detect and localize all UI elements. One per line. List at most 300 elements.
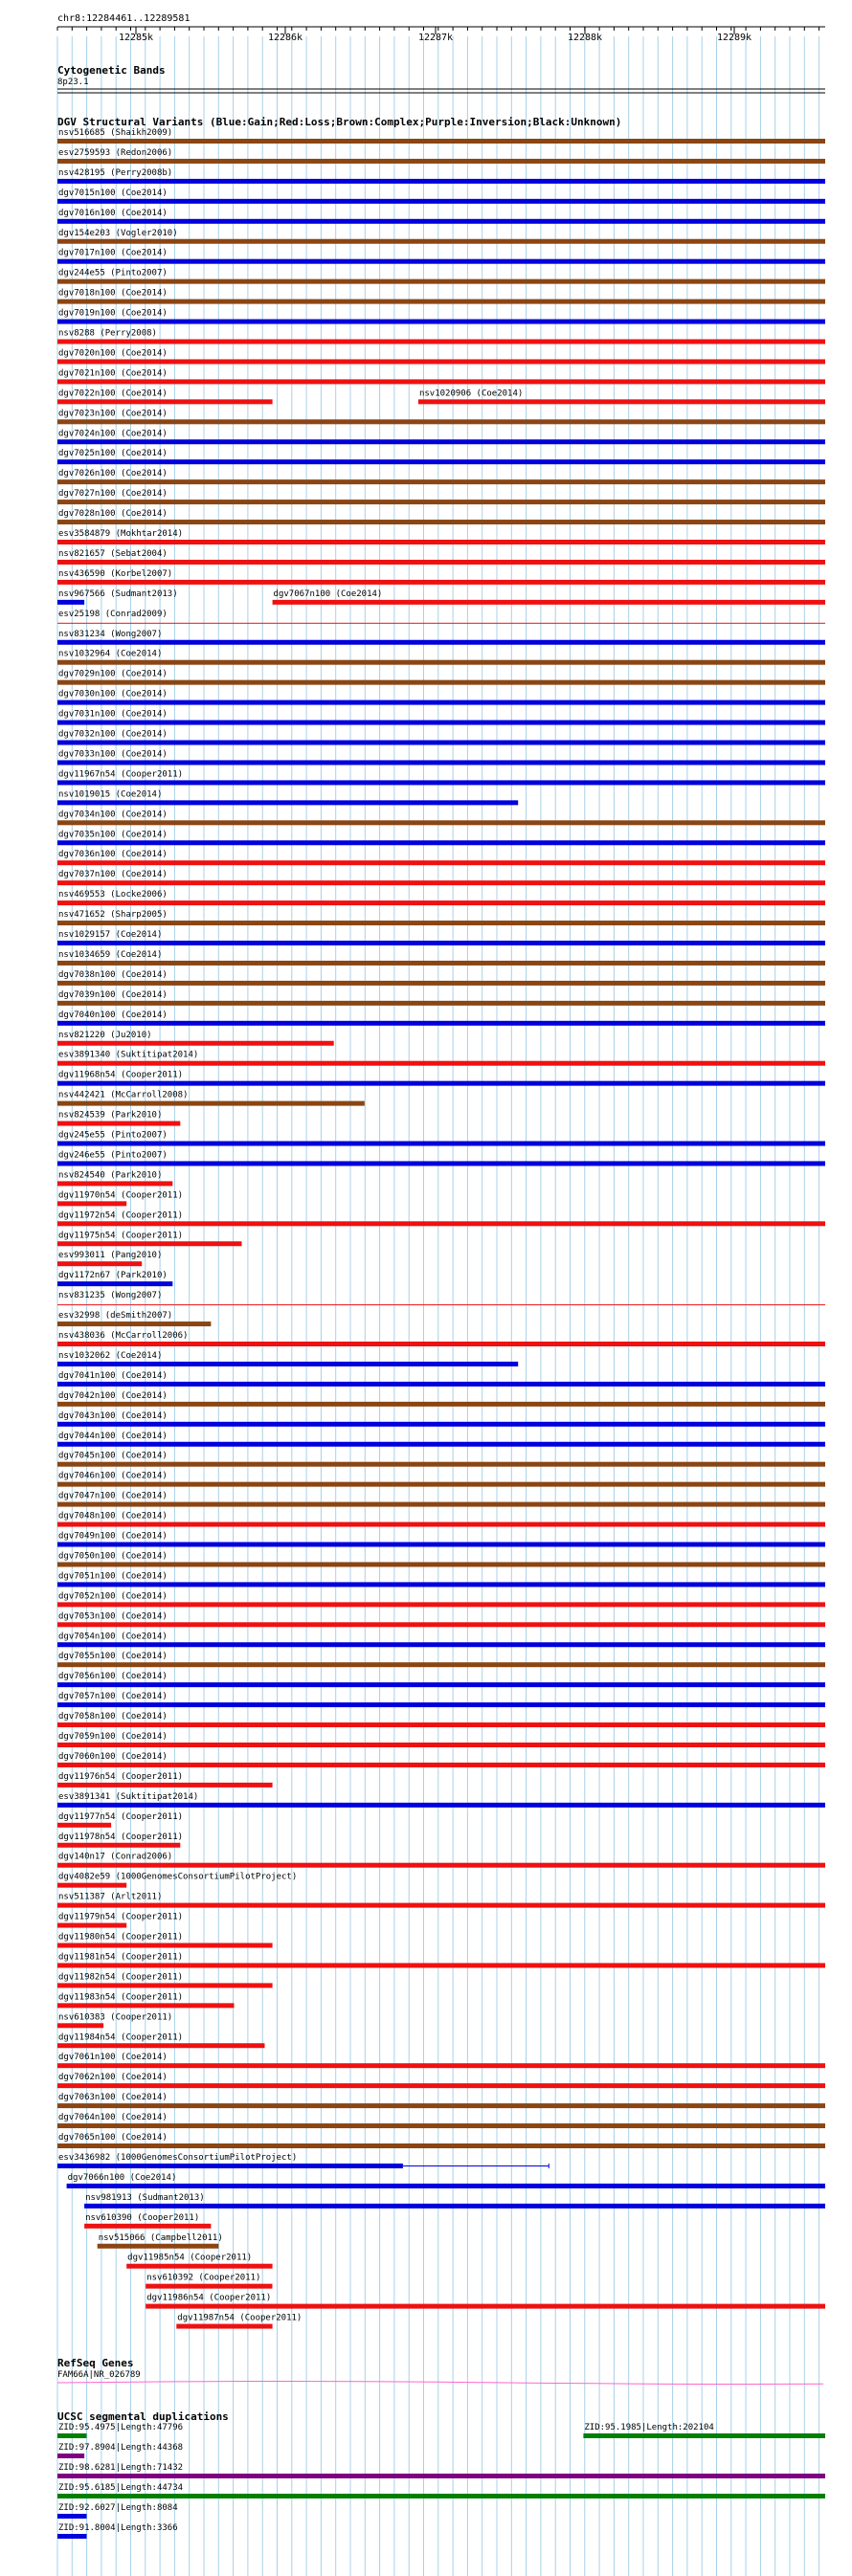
dgv-variant-nsv1019015[interactable] (57, 789, 518, 805)
dgv-variant-dgv7048n100[interactable] (57, 1512, 825, 1527)
dgv-variant-bar[interactable] (57, 580, 825, 585)
dgv-variant-dgv7063n100[interactable] (57, 2093, 825, 2108)
dgv-variant-bar[interactable] (57, 1622, 825, 1627)
dgv-variant-label: nsv436590 (Korbel2007) (58, 568, 173, 579)
dgv-variant-dgv11976n54[interactable] (57, 1772, 273, 1788)
dgv-variant-label: dgv7057n100 (Coe2014) (58, 1692, 168, 1702)
dgv-variant-label: dgv7021n100 (Coe2014) (58, 368, 168, 379)
dgv-variant-bar[interactable] (57, 780, 825, 785)
dgv-variant-dgv246e55[interactable] (57, 1150, 825, 1166)
dgv-variant-dgv7062n100[interactable] (57, 2073, 825, 2088)
dgv-variant-label: esv32998 (deSmith2007) (58, 1311, 173, 1321)
dgv-variant-label: dgv11987n54 (Cooper2011) (177, 2313, 303, 2323)
dgv-variant-bar[interactable] (57, 2023, 103, 2028)
dgv-variant-bar[interactable] (57, 1061, 825, 1066)
segdup-bar[interactable] (57, 2514, 87, 2519)
dgv-variant-dgv244e55[interactable] (57, 269, 825, 284)
dgv-variant-label: dgv7056n100 (Coe2014) (58, 1672, 168, 1682)
dgv-variant-label: dgv7059n100 (Coe2014) (58, 1732, 168, 1742)
dgv-variant-bar[interactable] (57, 820, 825, 825)
dgv-variant-bar[interactable] (57, 1181, 172, 1186)
dgv-variant-bar[interactable] (57, 1983, 273, 1988)
segdup-zid-95-4975-length-47796[interactable] (57, 2423, 183, 2438)
dgv-variant-label: dgv245e55 (Pinto2007) (58, 1130, 168, 1141)
dgv-variant-nsv1032964[interactable] (57, 650, 825, 665)
dgv-variant-esv32998[interactable] (57, 1311, 211, 1326)
dgv-variant-dgv11968n54[interactable] (57, 1071, 825, 1086)
dgv-variant-dgv7041n100[interactable] (57, 1371, 825, 1387)
dgv-variant-bar[interactable] (57, 741, 825, 745)
dgv-variant-label: nsv610383 (Cooper2011) (58, 2012, 173, 2023)
dgv-variant-label: dgv7043n100 (Coe2014) (58, 1410, 168, 1421)
dgv-variant-label: dgv7030n100 (Coe2014) (58, 689, 168, 700)
dgv-track-title: DGV Structural Variants (Blue:Gain;Red:Loss;Brown:Complex;Purple:Inversion;Black:Unknown) (57, 116, 622, 128)
refseq-gene-label[interactable]: FAM66A|NR_026789 (57, 2370, 141, 2380)
dgv-variant-bar[interactable] (57, 159, 825, 164)
dgv-variant-dgv7023n100[interactable] (57, 409, 825, 424)
dgv-variant-nsv438036[interactable] (57, 1331, 825, 1346)
dgv-variant-bar[interactable] (57, 1261, 142, 1266)
dgv-variant-nsv610383[interactable] (57, 2012, 172, 2028)
dgv-variant-bar[interactable] (57, 840, 825, 845)
dgv-variant-bar[interactable] (57, 459, 825, 464)
dgv-variant-dgv7038n100[interactable] (57, 970, 825, 986)
dgv-variant-dgv7015n100[interactable] (57, 189, 825, 204)
dgv-variant-bar[interactable] (57, 1081, 825, 1086)
dgv-variant-bar[interactable] (57, 1662, 825, 1667)
dgv-variant-label: dgv7024n100 (Coe2014) (58, 429, 168, 439)
dgv-variant-dgv7052n100[interactable] (57, 1591, 825, 1607)
dgv-variant-label: dgv7044n100 (Coe2014) (58, 1431, 168, 1441)
dgv-variant-bar[interactable] (57, 500, 825, 504)
dgv-variant-bar[interactable] (57, 399, 273, 404)
dgv-variant-bar[interactable] (57, 1722, 825, 1727)
dgv-variant-esv3891340[interactable] (57, 1051, 825, 1066)
dgv-variant-bar[interactable] (84, 2204, 825, 2209)
dgv-variant-dgv7051n100[interactable] (57, 1571, 825, 1587)
ruler-tick-label: 12289k (716, 33, 752, 43)
dgv-variant-bar[interactable] (57, 700, 825, 705)
dgv-variant-bar[interactable] (57, 1502, 825, 1507)
dgv-variant-bar[interactable] (57, 560, 825, 565)
dgv-variant-dgv7056n100[interactable] (57, 1672, 825, 1687)
dgv-variant-dgv11978n54[interactable] (57, 1832, 183, 1848)
dgv-variant-label: dgv7037n100 (Coe2014) (58, 870, 168, 880)
dgv-variant-label: dgv11986n54 (Cooper2011) (146, 2293, 272, 2303)
dgv-variant-bar[interactable] (84, 2224, 211, 2229)
dgv-variant-bar[interactable] (57, 479, 825, 484)
dgv-variant-bar[interactable] (57, 219, 825, 224)
dgv-variant-bar[interactable] (57, 2143, 825, 2148)
dgv-variant-bar[interactable] (57, 1522, 825, 1527)
dgv-variant-label: nsv515066 (Campbell2011) (98, 2232, 223, 2243)
dgv-variant-bar[interactable] (57, 1863, 825, 1868)
dgv-variant-bar[interactable] (57, 1382, 825, 1387)
dgv-variant-bar[interactable] (57, 139, 825, 144)
refseq-gene-line[interactable] (57, 2382, 823, 2385)
dgv-variant-bar[interactable] (57, 1041, 334, 1046)
dgv-variant-label: dgv7016n100 (Coe2014) (58, 208, 168, 218)
dgv-variant-label: dgv7045n100 (Coe2014) (58, 1451, 168, 1461)
dgv-variant-label: dgv140n17 (Conrad2006) (58, 1852, 173, 1862)
dgv-variant-nsv469553[interactable] (57, 890, 825, 905)
dgv-variant-dgv7017n100[interactable] (57, 249, 825, 264)
segdup-zid-95-6185-length-44734[interactable] (57, 2483, 825, 2498)
dgv-variant-dgv7029n100[interactable] (57, 670, 825, 685)
dgv-variant-bar[interactable] (57, 1142, 825, 1146)
dgv-variant-bar[interactable] (57, 1221, 825, 1226)
dgv-variant-bar[interactable] (57, 279, 825, 284)
dgv-variant-dgv7031n100[interactable] (57, 710, 825, 725)
dgv-variant-bar[interactable] (146, 2304, 825, 2309)
dgv-variant-dgv154e203[interactable] (57, 229, 825, 244)
dgv-variant-bar[interactable] (57, 359, 825, 364)
dgv-variant-dgv7045n100[interactable] (57, 1452, 825, 1467)
dgv-variant-nsv436590[interactable] (57, 569, 825, 585)
dgv-variant-bar[interactable] (57, 1943, 273, 1948)
dgv-variant-dgv7028n100[interactable] (57, 509, 825, 524)
dgv-variant-bar[interactable] (57, 1843, 180, 1848)
segdup-bar[interactable] (57, 2454, 84, 2458)
dgv-variant-label: dgv7020n100 (Coe2014) (58, 348, 168, 359)
dgv-variant-dgv11982n54[interactable] (57, 1972, 273, 1988)
dgv-variant-nsv610390[interactable] (84, 2213, 211, 2229)
dgv-variant-nsv511387[interactable] (57, 1893, 825, 1908)
dgv-variant-label: dgv7047n100 (Coe2014) (58, 1491, 168, 1501)
dgv-variant-bar[interactable] (57, 2083, 825, 2088)
dgv-variant-bar[interactable] (57, 1702, 825, 1707)
dgv-variant-dgv11972n54[interactable] (57, 1210, 825, 1226)
dgv-variant-bar[interactable] (57, 1803, 825, 1808)
dgv-variant-bar[interactable] (57, 1923, 126, 1928)
dgv-variant-esv25198[interactable] (57, 610, 825, 624)
segdup-track (57, 2423, 825, 2539)
dgv-variant-bar[interactable] (57, 1442, 825, 1447)
dgv-variant-label: dgv7049n100 (Coe2014) (58, 1531, 168, 1542)
dgv-variant-label: nsv821657 (Sebat2004) (58, 548, 168, 559)
dgv-variant-dgv7020n100[interactable] (57, 348, 825, 364)
segdup-bar[interactable] (57, 2433, 87, 2438)
dgv-variant-bar[interactable] (57, 1682, 825, 1687)
dgv-variant-dgv140n17[interactable] (57, 1853, 825, 1868)
dgv-variant-dgv7042n100[interactable] (57, 1391, 825, 1407)
dgv-variant-dgv7057n100[interactable] (57, 1692, 825, 1707)
dgv-variant-dgv7033n100[interactable] (57, 749, 825, 765)
dgv-variant-nsv8288[interactable] (57, 329, 825, 344)
dgv-variant-bar[interactable] (57, 1241, 242, 1246)
dgv-variant-dgv7060n100[interactable] (57, 1752, 825, 1767)
dgv-variant-bar[interactable] (57, 760, 825, 765)
dgv-variant-bar[interactable] (57, 1121, 180, 1126)
segdup-bar[interactable] (57, 2534, 87, 2539)
dgv-variant-nsv515066[interactable] (98, 2233, 223, 2249)
dgv-variant-bar[interactable] (57, 1602, 825, 1607)
dgv-variant-dgv7054n100[interactable] (57, 1632, 825, 1647)
dgv-variant-bar[interactable] (273, 600, 825, 605)
dgv-variant-bar[interactable] (57, 259, 825, 264)
dgv-variant-dgv7065n100[interactable] (57, 2133, 825, 2148)
dgv-variant-label: nsv471652 (Sharp2005) (58, 910, 168, 921)
dgv-variant-label: dgv7017n100 (Coe2014) (58, 248, 168, 258)
dgv-variant-bar[interactable] (126, 2264, 272, 2269)
dgv-variant-dgv7019n100[interactable] (57, 309, 825, 324)
dgv-variant-label: nsv516685 (Shaikh2009) (58, 128, 173, 138)
dgv-variant-bar[interactable] (57, 2063, 825, 2068)
dgv-variant-bar[interactable] (57, 1021, 825, 1026)
dgv-variant-dgv7016n100[interactable] (57, 209, 825, 224)
dgv-variant-bar[interactable] (57, 1903, 825, 1908)
dgv-variant-dgv11975n54[interactable] (57, 1231, 242, 1246)
dgv-variant-nsv516685[interactable] (57, 128, 825, 144)
dgv-variant-label: dgv11978n54 (Cooper2011) (58, 1832, 184, 1842)
dgv-variant-dgv7066n100[interactable] (67, 2173, 825, 2188)
dgv-variant-dgv11967n54[interactable] (57, 769, 825, 785)
dgv-variant-dgv7037n100[interactable] (57, 870, 825, 885)
dgv-variant-dgv11987n54[interactable] (176, 2314, 302, 2329)
dgv-variant-bar[interactable] (57, 660, 825, 665)
dgv-variant-label: dgv11975n54 (Cooper2011) (58, 1231, 184, 1241)
dgv-variant-dgv7067n100[interactable] (273, 589, 825, 605)
dgv-variant-bar[interactable] (176, 2324, 272, 2329)
dgv-variant-bar[interactable] (57, 1321, 211, 1326)
dgv-variant-bar[interactable] (57, 439, 825, 444)
dgv-variant-label: nsv831234 (Wong2007) (58, 629, 163, 639)
ruler-tick-label: 12286k (267, 33, 303, 43)
dgv-variant-bar[interactable] (57, 340, 825, 344)
dgv-variant-nsv442421[interactable] (57, 1091, 365, 1106)
dgv-variant-bar[interactable] (57, 1783, 273, 1788)
dgv-variant-bar[interactable] (57, 640, 825, 645)
dgv-variant-nsv428195[interactable] (57, 168, 825, 184)
dgv-variant-label: dgv7025n100 (Coe2014) (58, 449, 168, 459)
dgv-variant-label: esv3891341 (Suktitipat2014) (58, 1791, 199, 1802)
dgv-variant-bar[interactable] (57, 520, 825, 524)
dgv-variant-dgv11986n54[interactable] (146, 2294, 825, 2309)
dgv-variant-nsv471652[interactable] (57, 910, 825, 925)
dgv-variant-dgv7021n100[interactable] (57, 368, 825, 384)
dgv-variant-dgv7034n100[interactable] (57, 810, 825, 825)
dgv-variant-label: dgv11968n54 (Cooper2011) (58, 1070, 184, 1080)
dgv-variant-label: dgv7058n100 (Coe2014) (58, 1712, 168, 1722)
dgv-variant-dgv7053n100[interactable] (57, 1611, 825, 1627)
dgv-variant-bar[interactable] (57, 600, 84, 605)
dgv-variant-bar[interactable] (57, 1823, 111, 1828)
dgv-variant-dgv11981n54[interactable] (57, 1952, 825, 1967)
dgv-variant-bar[interactable] (67, 2184, 825, 2188)
dgv-variant-bar[interactable] (57, 1743, 825, 1747)
dgv-variant-dgv7035n100[interactable] (57, 830, 825, 845)
segdup-zid-97-8904-length-44368[interactable] (57, 2443, 183, 2458)
dgv-variant-dgv7039n100[interactable] (57, 990, 825, 1006)
dgv-variant-dgv7044n100[interactable] (57, 1432, 825, 1447)
dgv-variant-esv3584879[interactable] (57, 529, 825, 544)
dgv-variant-label: esv3584879 (Mokhtar2014) (58, 529, 184, 539)
dgv-variant-label: dgv7064n100 (Coe2014) (58, 2113, 168, 2123)
dgv-variant-dgv7018n100[interactable] (57, 289, 825, 304)
dgv-variant-dgv7049n100[interactable] (57, 1532, 825, 1547)
dgv-variant-bar[interactable] (57, 900, 825, 905)
dgv-variant-bar[interactable] (57, 239, 825, 244)
dgv-variant-label: nsv442421 (McCarroll2008) (58, 1090, 189, 1100)
dgv-variant-dgv7024n100[interactable] (57, 429, 825, 444)
dgv-variant-bar[interactable] (57, 1543, 825, 1547)
dgv-variant-bar[interactable] (57, 2103, 825, 2108)
dgv-variant-bar[interactable] (98, 2244, 219, 2249)
dgv-variant-label: dgv7052n100 (Coe2014) (58, 1591, 168, 1602)
segdup-zid-95-1985-length-202104[interactable] (583, 2423, 825, 2438)
dgv-variant-bar[interactable] (57, 2123, 825, 2128)
dgv-variant-bar[interactable] (57, 623, 825, 624)
dgv-variant-nsv1032062[interactable] (57, 1351, 518, 1366)
dgv-variant-dgv11983n54[interactable] (57, 1992, 235, 2008)
dgv-variant-dgv11977n54[interactable] (57, 1812, 183, 1828)
dgv-variant-nsv1020906[interactable] (418, 389, 825, 404)
dgv-variant-esv993011[interactable] (57, 1251, 162, 1266)
dgv-variant-label: nsv1032964 (Coe2014) (58, 649, 163, 659)
dgv-variant-dgv7026n100[interactable] (57, 469, 825, 484)
dgv-variant-dgv11980n54[interactable] (57, 1933, 273, 1948)
dgv-variant-label: dgv7060n100 (Coe2014) (58, 1751, 168, 1762)
dgv-variant-dgv1172n67[interactable] (57, 1271, 172, 1286)
dgv-variant-nsv1029157[interactable] (57, 930, 825, 945)
dgv-variant-dgv7064n100[interactable] (57, 2113, 825, 2128)
dgv-variant-bar[interactable] (57, 1462, 825, 1467)
dgv-variant-bar[interactable] (57, 1883, 126, 1888)
dgv-variant-dgv7040n100[interactable] (57, 1010, 825, 1026)
dgv-variant-bar[interactable] (57, 721, 825, 725)
dgv-variant-bar[interactable] (57, 179, 825, 184)
dgv-variant-dgv7055n100[interactable] (57, 1652, 825, 1667)
dgv-variant-esv3436982[interactable] (57, 2153, 549, 2168)
dgv-variant-dgv4082e59[interactable] (57, 1873, 297, 1888)
dgv-variant-dgv7027n100[interactable] (57, 489, 825, 504)
dgv-variant-dgv7047n100[interactable] (57, 1492, 825, 1507)
dgv-variant-esv2759593[interactable] (57, 148, 825, 164)
dgv-variant-esv3891341[interactable] (57, 1792, 825, 1808)
dgv-variant-bar[interactable] (57, 1342, 825, 1346)
dgv-variant-label: dgv11967n54 (Cooper2011) (58, 769, 184, 780)
ruler-tick-label: 12287k (417, 33, 454, 43)
segdup-bar[interactable] (57, 2474, 825, 2478)
dgv-variant-bar[interactable] (57, 1642, 825, 1647)
dgv-variant-bar[interactable] (146, 2284, 272, 2289)
dgv-variant-dgv11985n54[interactable] (126, 2254, 272, 2269)
dgv-variant-nsv821657[interactable] (57, 549, 825, 565)
dgv-variant-bar[interactable] (57, 2003, 235, 2008)
dgv-variant-bar[interactable] (57, 860, 825, 865)
dgv-variant-bar[interactable] (57, 1402, 825, 1407)
dgv-variant-bar[interactable] (57, 981, 825, 986)
dgv-variant-bar[interactable] (57, 540, 825, 544)
dgv-variant-label: dgv246e55 (Pinto2007) (58, 1150, 168, 1161)
dgv-variant-label: dgv7015n100 (Coe2014) (58, 188, 168, 198)
dgv-variant-bar[interactable] (57, 1963, 825, 1967)
dgv-variant-dgv11970n54[interactable] (57, 1190, 183, 1206)
segdup-label: ZID:95.6185|Length:44734 (58, 2483, 184, 2493)
dgv-variant-label: dgv7031n100 (Coe2014) (58, 709, 168, 720)
dgv-variant-nsv824539[interactable] (57, 1111, 180, 1126)
dgv-variant-bar[interactable] (57, 2164, 403, 2168)
dgv-variant-dgv7032n100[interactable] (57, 730, 825, 745)
dgv-variant-dgv7036n100[interactable] (57, 850, 825, 865)
dgv-variant-label: dgv7067n100 (Coe2014) (273, 588, 383, 599)
dgv-variant-bar[interactable] (57, 1161, 825, 1166)
dgv-variant-label: dgv11984n54 (Cooper2011) (58, 2032, 184, 2043)
dgv-variant-bar[interactable] (57, 880, 825, 885)
dgv-variant-bar[interactable] (57, 199, 825, 204)
dgv-variant-bar[interactable] (57, 2043, 265, 2048)
dgv-variant-dgv7058n100[interactable] (57, 1712, 825, 1727)
dgv-variant-label: esv993011 (Pang2010) (58, 1251, 163, 1261)
dgv-variant-bar[interactable] (57, 1562, 825, 1566)
dgv-variant-dgv7059n100[interactable] (57, 1732, 825, 1747)
dgv-variant-bar[interactable] (57, 1304, 825, 1305)
dgv-variant-dgv7022n100[interactable] (57, 389, 273, 404)
dgv-variant-label: nsv831235 (Wong2007) (58, 1291, 163, 1301)
dgv-variant-label: dgv244e55 (Pinto2007) (58, 268, 168, 278)
dgv-variant-nsv821220[interactable] (57, 1031, 334, 1046)
dgv-variant-bar[interactable] (57, 800, 518, 805)
dgv-variant-bar[interactable] (57, 1362, 518, 1366)
dgv-variant-dgv7025n100[interactable] (57, 449, 825, 464)
dgv-variant-bar[interactable] (57, 419, 825, 424)
dgv-variant-bar[interactable] (57, 1422, 825, 1427)
dgv-variant-bar[interactable] (57, 921, 825, 925)
dgv-variant-label: nsv428195 (Perry2008b) (58, 167, 173, 178)
dgv-variant-bar[interactable] (57, 1281, 172, 1286)
dgv-variant-dgv7061n100[interactable] (57, 2053, 825, 2068)
dgv-variant-nsv831235[interactable] (57, 1291, 825, 1305)
cytoband-label: 8p23.1 (57, 78, 89, 87)
dgv-variant-bar[interactable] (57, 941, 825, 945)
dgv-variant-nsv981913[interactable] (84, 2193, 825, 2209)
dgv-variant-dgv7046n100[interactable] (57, 1472, 825, 1487)
dgv-variant-bar[interactable] (57, 300, 825, 304)
dgv-variant-bar[interactable] (57, 1482, 825, 1487)
dgv-variant-label: dgv7040n100 (Coe2014) (58, 1010, 168, 1020)
dgv-variant-bar[interactable] (57, 1582, 825, 1587)
dgv-variant-nsv831234[interactable] (57, 630, 825, 645)
dgv-variant-label: dgv7046n100 (Coe2014) (58, 1471, 168, 1481)
dgv-variant-nsv610392[interactable] (146, 2274, 272, 2289)
dgv-variant-label: dgv7063n100 (Coe2014) (58, 2093, 168, 2103)
dgv-variant-label: nsv610392 (Cooper2011) (146, 2273, 261, 2283)
dgv-variant-dgv7050n100[interactable] (57, 1551, 825, 1566)
dgv-variant-bar[interactable] (57, 379, 825, 384)
dgv-variant-bar[interactable] (57, 1763, 825, 1767)
cytoband-track-title: Cytogenetic Bands (57, 64, 166, 77)
dgv-variant-bar[interactable] (57, 320, 825, 324)
dgv-variant-bar[interactable] (57, 680, 825, 685)
dgv-variant-dgv245e55[interactable] (57, 1131, 825, 1146)
segdup-zid-98-6281-length-71432[interactable] (57, 2463, 825, 2478)
dgv-variant-bar[interactable] (57, 961, 825, 966)
segdup-bar[interactable] (583, 2433, 825, 2438)
dgv-variant-dgv7030n100[interactable] (57, 690, 825, 705)
segdup-bar[interactable] (57, 2494, 825, 2498)
dgv-variant-label: dgv7055n100 (Coe2014) (58, 1652, 168, 1662)
dgv-variant-bar[interactable] (57, 1101, 365, 1106)
dgv-variant-dgv7043n100[interactable] (57, 1411, 825, 1427)
dgv-variant-nsv1034659[interactable] (57, 950, 825, 966)
dgv-variant-bar[interactable] (57, 1201, 126, 1206)
dgv-variant-label: nsv824539 (Park2010) (58, 1110, 163, 1121)
dgv-variant-dgv11979n54[interactable] (57, 1913, 183, 1928)
dgv-variant-bar[interactable] (418, 399, 825, 404)
dgv-variant-nsv824540[interactable] (57, 1170, 172, 1186)
dgv-variant-bar[interactable] (57, 1001, 825, 1006)
dgv-variant-label: dgv7042n100 (Coe2014) (58, 1390, 168, 1401)
